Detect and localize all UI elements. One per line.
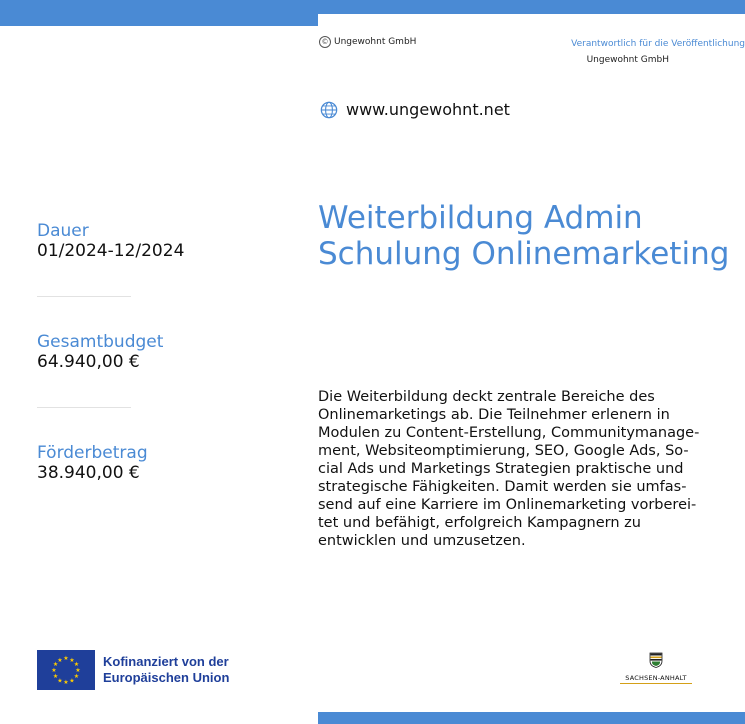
sachsen-anhalt-logo [620, 652, 692, 684]
eu-text-line-2: Europäischen Union [103, 670, 230, 685]
page-title [318, 200, 738, 272]
publisher-value: Ungewohnt GmbH [586, 55, 669, 65]
funding-block [37, 443, 237, 483]
website-url[interactable]: www.ungewohnt.net [346, 100, 510, 119]
funding-value: 38.940,00 € [37, 463, 140, 483]
eu-star: ★ [63, 679, 69, 687]
duration-value: 01/2024-12/2024 [37, 241, 185, 261]
bottom-accent-bar [318, 712, 745, 724]
eu-star: ★ [69, 677, 75, 685]
copyright-text: Ungewohnt GmbH [334, 37, 417, 47]
budget-value: 64.940,00 € [37, 352, 140, 372]
eu-star: ★ [51, 667, 57, 675]
eu-star: ★ [57, 656, 63, 664]
state-name: SACHSEN-ANHALT [620, 674, 692, 684]
title-line-1: Weiterbildung Admin [318, 200, 643, 236]
globe-icon [320, 101, 338, 119]
duration-block [37, 221, 237, 261]
top-bar-cutout [318, 14, 745, 26]
divider [37, 407, 131, 408]
budget-block [37, 332, 237, 372]
duration-label: Dauer [37, 221, 89, 241]
state-crest-icon [649, 652, 663, 668]
eu-star: ★ [52, 673, 59, 681]
copyright-notice [319, 36, 416, 48]
copyright-icon: © [319, 36, 331, 48]
eu-star: ★ [75, 667, 81, 675]
eu-star: ★ [73, 661, 80, 669]
website-link[interactable] [320, 100, 510, 119]
eu-flag-icon [37, 650, 95, 690]
publisher-info [485, 36, 745, 68]
eu-star: ★ [57, 677, 63, 685]
eu-star: ★ [52, 661, 59, 669]
publisher-label: Verantwortlich für die Veröffentlichung [571, 39, 745, 49]
eu-star: ★ [69, 656, 75, 664]
divider [37, 296, 131, 297]
eu-funding-logo [37, 650, 229, 690]
project-description: Die Weiterbildung deckt zentrale Bereiche des Onlinemarketings ab. Die Teilnehmer erlenern in Modulen zu Content-Erstellung, Communitymanage-ment, Websiteomptimierung, SEO, Google Ads, So-cial Ads und Marketings Strategien praktische und strategische Fähigkeiten. Damit werden sie umfas-send auf eine Karriere im Onlinemarketing vorberei-tet und befähigt, erfolgreich Kampagnern zu entwicklen und umzusetzen. [318, 389, 700, 549]
budget-label: Gesamtbudget [37, 332, 164, 352]
funding-label: Förderbetrag [37, 443, 148, 463]
title-line-2: Schulung Onlinemarketing [318, 236, 730, 272]
eu-text-line-1: Kofinanziert von der [103, 654, 229, 669]
eu-star: ★ [63, 655, 69, 663]
eu-star: ★ [73, 673, 80, 681]
